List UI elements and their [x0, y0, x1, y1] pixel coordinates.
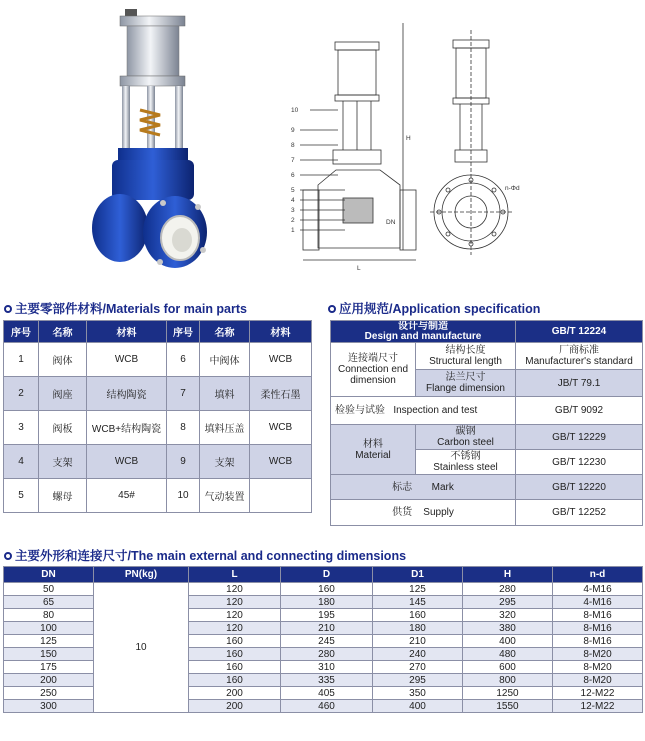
table-cell: 120 [189, 609, 281, 622]
flange-label: 法兰尺寸 Flange dimension [416, 370, 516, 397]
table-cell: 支架 [200, 445, 250, 479]
section-bullet-icon [328, 305, 336, 313]
table-cell: 160 [189, 635, 281, 648]
table-cell: 阀板 [39, 411, 87, 445]
table-cell: WCB+结构陶瓷 [87, 411, 167, 445]
table-cell: 结构陶瓷 [87, 377, 167, 411]
table-cell: 480 [463, 648, 553, 661]
table-cell: WCB [250, 343, 312, 377]
table-cell: 8-M20 [553, 674, 643, 687]
mark-standard: GB/T 12220 [516, 475, 643, 500]
table-cell: 4-M16 [553, 583, 643, 596]
application-title: 应用规范/Application specification [328, 299, 540, 317]
design-standard: GB/T 12224 [516, 321, 643, 343]
stainless-standard: GB/T 12230 [516, 450, 643, 475]
col-header: D [281, 567, 373, 583]
table-cell: 200 [189, 687, 281, 700]
table-cell: 气动装置 [200, 479, 250, 513]
carbon-row [331, 425, 643, 450]
table-cell: 350 [373, 687, 463, 700]
table-cell: 8-M20 [553, 648, 643, 661]
table-cell: 7 [167, 377, 200, 411]
col-header: n-d [553, 567, 643, 583]
table-cell: WCB [87, 343, 167, 377]
part-label-4: 4 [291, 197, 295, 204]
table-cell: 195 [281, 609, 373, 622]
pn-cell: 10 [94, 583, 189, 713]
table-cell: 螺母 [39, 479, 87, 513]
table-cell: WCB [87, 445, 167, 479]
table-cell: 320 [463, 609, 553, 622]
dimensions-table [3, 566, 643, 713]
table-cell: 4 [4, 445, 39, 479]
part-label-9: 9 [291, 127, 295, 134]
table-cell: 180 [373, 622, 463, 635]
dim-label-h: H [406, 135, 411, 142]
table-cell: 400 [463, 635, 553, 648]
part-label-5: 5 [291, 187, 295, 194]
table-cell: 阀体 [39, 343, 87, 377]
col-header: DN [4, 567, 94, 583]
table-cell: 12-M22 [553, 700, 643, 713]
supply-standard: GB/T 12252 [516, 500, 643, 526]
col-header: H [463, 567, 553, 583]
table-cell: 柔性石墨 [250, 377, 312, 411]
struct-row [331, 343, 643, 370]
part-label-8: 8 [291, 142, 295, 149]
table-cell: 填料 [200, 377, 250, 411]
col-header: 材料 [87, 321, 167, 343]
col-header: 名称 [39, 321, 87, 343]
table-cell [250, 479, 312, 513]
table-cell: 405 [281, 687, 373, 700]
valve-photo [92, 9, 207, 268]
material-label: 材料 Material [331, 425, 416, 475]
table-cell: 中阀体 [200, 343, 250, 377]
table-cell: 支架 [39, 445, 87, 479]
table-cell: 8-M20 [553, 661, 643, 674]
col-header: 材料 [250, 321, 312, 343]
table-cell: WCB [250, 411, 312, 445]
carbon-label: 碳钢 Carbon steel [416, 425, 516, 450]
table-cell: 280 [281, 648, 373, 661]
table-cell: 200 [189, 700, 281, 713]
mark-row [331, 475, 643, 500]
part-label-7: 7 [291, 157, 295, 164]
table-cell: 100 [4, 622, 94, 635]
table-cell: 填料压盖 [200, 411, 250, 445]
application-table [330, 320, 643, 526]
table-cell: 120 [189, 622, 281, 635]
table-cell: 240 [373, 648, 463, 661]
design-label: 设计与制造 Design and manufacture [331, 321, 516, 343]
struct-standard: 厂商标准 Manufacturer's standard [516, 343, 643, 370]
table-cell: 160 [373, 609, 463, 622]
inspection-row [331, 397, 643, 425]
table-row [4, 411, 312, 445]
supply-label: 供货 Supply [331, 500, 516, 526]
table-cell: 210 [373, 635, 463, 648]
col-header: 序号 [167, 321, 200, 343]
dimensions-title: 主要外形和连接尺寸/The main external and connecting dimensions [4, 546, 406, 564]
table-cell: 460 [281, 700, 373, 713]
table-cell: 175 [4, 661, 94, 674]
stainless-label: 不锈钢 Stainless steel [416, 450, 516, 475]
table-cell: 120 [189, 596, 281, 609]
table-cell: 2 [4, 377, 39, 411]
valve-illustrations [0, 0, 645, 285]
table-cell: 45# [87, 479, 167, 513]
table-cell: 9 [167, 445, 200, 479]
table-cell: 50 [4, 583, 94, 596]
section-bullet-icon [4, 305, 12, 313]
part-label-2: 2 [291, 217, 295, 224]
col-header: L [189, 567, 281, 583]
table-cell: 245 [281, 635, 373, 648]
table-cell: 295 [463, 596, 553, 609]
dim-label-nd: n-Φd [505, 185, 520, 192]
col-header: 序号 [4, 321, 39, 343]
table-cell: 145 [373, 596, 463, 609]
table-cell: 600 [463, 661, 553, 674]
struct-label: 结构长度 Structural length [416, 343, 516, 370]
table-cell: 160 [189, 661, 281, 674]
flange-standard: JB/T 79.1 [516, 370, 643, 397]
table-cell: 250 [4, 687, 94, 700]
carbon-standard: GB/T 12229 [516, 425, 643, 450]
table-cell: 120 [189, 583, 281, 596]
col-header: 名称 [200, 321, 250, 343]
side-view-drawing [430, 30, 512, 255]
supply-row [331, 500, 643, 526]
table-cell: 380 [463, 622, 553, 635]
table-cell: 6 [167, 343, 200, 377]
dim-label-dn: DN [386, 219, 396, 226]
table-cell: 8-M16 [553, 635, 643, 648]
table-cell: 125 [4, 635, 94, 648]
table-cell: 800 [463, 674, 553, 687]
part-label-3: 3 [291, 207, 295, 214]
table-cell: 阀座 [39, 377, 87, 411]
table-cell: 8-M16 [553, 609, 643, 622]
table-cell: 160 [189, 674, 281, 687]
inspection-label: 检验与试验 Inspection and test [331, 397, 516, 425]
table-row [4, 479, 312, 513]
table-row [4, 377, 312, 411]
table-row [4, 445, 312, 479]
table-cell: 160 [189, 648, 281, 661]
table-cell: 210 [281, 622, 373, 635]
table-row [4, 343, 312, 377]
table-cell: 160 [281, 583, 373, 596]
section-drawing [300, 23, 416, 260]
design-row [331, 321, 643, 343]
table-cell: 400 [373, 700, 463, 713]
col-header: PN(kg) [94, 567, 189, 583]
mark-label: 标志 Mark [331, 475, 516, 500]
table-cell: 3 [4, 411, 39, 445]
table-cell: 270 [373, 661, 463, 674]
table-cell: 310 [281, 661, 373, 674]
materials-title: 主要零部件材料/Materials for main parts [4, 299, 247, 317]
table-cell: 295 [373, 674, 463, 687]
materials-table [3, 320, 312, 513]
table-cell: 10 [167, 479, 200, 513]
col-header: D1 [373, 567, 463, 583]
part-label-6: 6 [291, 172, 295, 179]
table-cell: 8 [167, 411, 200, 445]
table-cell: 65 [4, 596, 94, 609]
connection-label: 连接端尺寸 Connection end dimension [331, 343, 416, 397]
table-row [4, 583, 643, 596]
table-cell: 335 [281, 674, 373, 687]
table-cell: 4-M16 [553, 596, 643, 609]
table-cell: 1 [4, 343, 39, 377]
table-cell: WCB [250, 445, 312, 479]
dimensions-header-row [4, 567, 643, 583]
section-bullet-icon [4, 552, 12, 560]
dim-label-l: L [357, 265, 361, 272]
table-cell: 200 [4, 674, 94, 687]
table-cell: 5 [4, 479, 39, 513]
materials-header-row [4, 321, 312, 343]
table-cell: 1250 [463, 687, 553, 700]
table-cell: 300 [4, 700, 94, 713]
part-label-1: 1 [291, 227, 295, 234]
table-cell: 80 [4, 609, 94, 622]
table-cell: 125 [373, 583, 463, 596]
part-label-10: 10 [291, 107, 299, 114]
table-cell: 280 [463, 583, 553, 596]
table-cell: 180 [281, 596, 373, 609]
table-cell: 150 [4, 648, 94, 661]
inspection-standard: GB/T 9092 [516, 397, 643, 425]
table-cell: 8-M16 [553, 622, 643, 635]
table-cell: 12-M22 [553, 687, 643, 700]
table-cell: 1550 [463, 700, 553, 713]
